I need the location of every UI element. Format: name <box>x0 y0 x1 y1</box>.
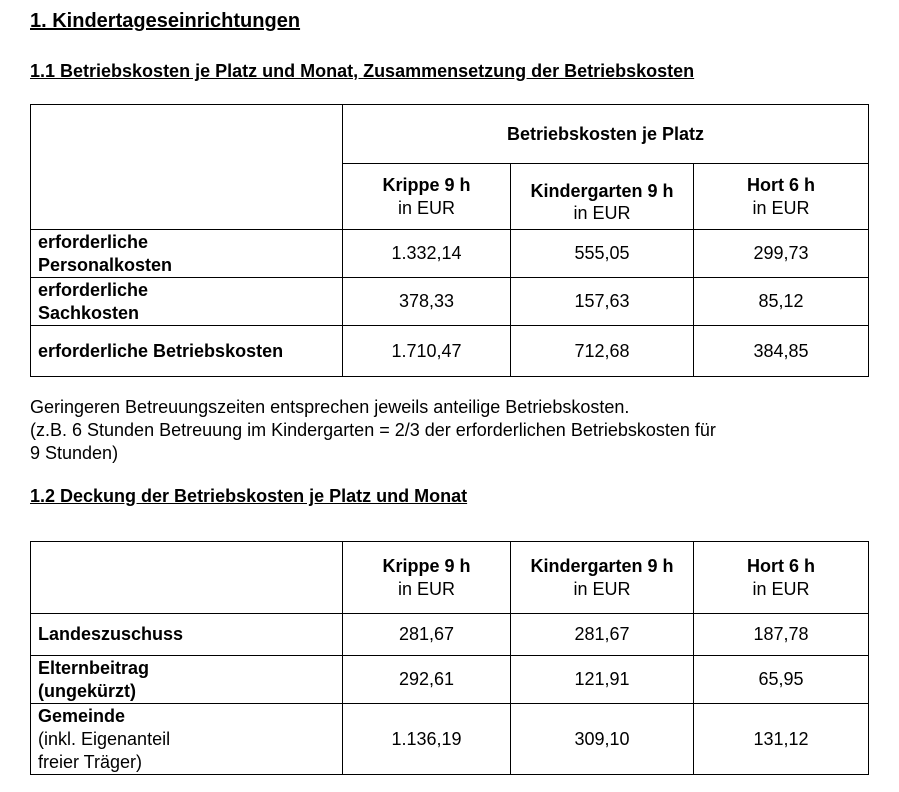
note-paragraph <box>30 396 850 465</box>
section-1-2-title: 1.2 Deckung der Betriebskosten je Platz und Monat <box>30 486 468 506</box>
value-cell: 187,78 <box>694 614 869 656</box>
value-cell: 309,10 <box>511 704 694 775</box>
value-cell: 1.136,19 <box>343 704 511 775</box>
value-cell: 157,63 <box>511 278 694 326</box>
value-cell: 1.332,14 <box>343 230 511 278</box>
group-header: Betriebskosten je Platz <box>343 105 869 164</box>
value-cell: 85,12 <box>694 278 869 326</box>
column-header-hort: Hort 6 h in EUR <box>694 164 869 230</box>
table-row <box>31 656 869 704</box>
table-row <box>31 278 869 326</box>
table-corner-cell <box>31 542 343 614</box>
value-cell: 378,33 <box>343 278 511 326</box>
row-label-betriebskosten: erforderliche Betriebskosten <box>31 326 343 377</box>
value-cell: 131,12 <box>694 704 869 775</box>
value-cell: 292,61 <box>343 656 511 704</box>
column-header-kindergarten: Kindergarten 9 h in EUR <box>511 164 694 230</box>
row-label-landeszuschuss: Landeszuschuss <box>31 614 343 656</box>
note-line: (z.B. 6 Stunden Betreuung im Kindergarten = 2/3 der erforderlichen Betriebskosten für <box>30 420 716 440</box>
value-cell: 712,68 <box>511 326 694 377</box>
note-line: Geringeren Betreuungszeiten entsprechen jeweils anteilige Betriebskosten. <box>30 397 630 417</box>
table-row <box>31 614 869 656</box>
table-row <box>31 704 869 775</box>
table-corner-cell <box>31 105 343 230</box>
table-row <box>31 230 869 278</box>
betriebskosten-table <box>30 104 869 377</box>
row-label-elternbeitrag: Elternbeitrag (ungekürzt) <box>31 656 343 704</box>
row-label-personalkosten: erforderliche Personalkosten <box>31 230 343 278</box>
value-cell: 281,67 <box>511 614 694 656</box>
column-header-kindergarten: Kindergarten 9 h in EUR <box>511 542 694 614</box>
column-header-hort: Hort 6 h in EUR <box>694 542 869 614</box>
deckung-table <box>30 541 869 775</box>
value-cell: 299,73 <box>694 230 869 278</box>
value-cell: 281,67 <box>343 614 511 656</box>
value-cell: 555,05 <box>511 230 694 278</box>
value-cell: 65,95 <box>694 656 869 704</box>
table-row <box>31 326 869 377</box>
row-label-sachkosten: erforderliche Sachkosten <box>31 278 343 326</box>
value-cell: 384,85 <box>694 326 869 377</box>
page-heading: 1. Kindertageseinrichtungen <box>30 10 301 32</box>
value-cell: 121,91 <box>511 656 694 704</box>
note-line: 9 Stunden) <box>30 443 119 463</box>
column-header-krippe: Krippe 9 h in EUR <box>343 164 511 230</box>
section-1-1-title: 1.1 Betriebskosten je Platz und Monat, Zusammensetzung der Betriebskosten <box>30 61 695 81</box>
row-label-gemeinde: Gemeinde (inkl. Eigenanteil freier Träger) <box>31 704 343 775</box>
value-cell: 1.710,47 <box>343 326 511 377</box>
column-header-krippe: Krippe 9 h in EUR <box>343 542 511 614</box>
